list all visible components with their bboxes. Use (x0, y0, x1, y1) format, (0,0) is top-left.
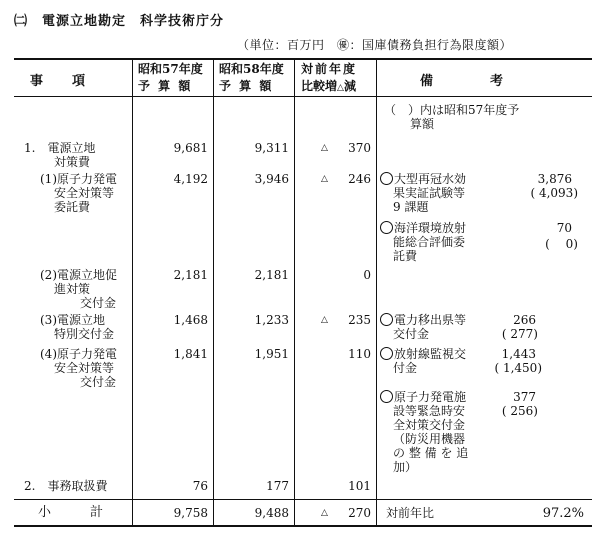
row1d-label-line2: 安全対策等 (54, 361, 115, 375)
subtotal-fy58: 9,488 (254, 506, 289, 520)
circle-mark-icon (380, 221, 393, 234)
header-diff-line3: 減 (343, 79, 356, 93)
row1a-fy58: 3,946 (254, 172, 289, 186)
header-diff (301, 62, 357, 96)
note4-line1: 放射線監視交 (394, 347, 467, 361)
note1 (380, 172, 466, 214)
row1a-label-line3: 委託費 (54, 200, 91, 214)
header-diff-line2: 比較増 (301, 79, 338, 93)
subtotal-remark-value: 97.2% (542, 506, 584, 521)
row2-fy58: 177 (266, 479, 289, 493)
note5-value2: ( 256) (501, 404, 538, 418)
row1d-fy58: 1,951 (254, 347, 289, 361)
row1a-label (40, 172, 117, 214)
page-title: ㈡ 電源立地勘定 科学技術庁分 (14, 14, 225, 29)
row1b-diff: 0 (363, 268, 371, 282)
row1d-diff: 110 (348, 347, 371, 361)
remarks-header-note-line1: （ ）内は昭和57年度予 (384, 103, 520, 117)
header-fy58-line1: 昭和58年度 (219, 62, 284, 76)
row1a-label-line1: (1)原子力発電 (40, 172, 117, 186)
note1-line3: 9 課題 (393, 200, 429, 214)
row2-diff: 101 (348, 479, 371, 493)
row1a-tri: △ (321, 174, 328, 184)
row1b-label-line2: 進対策 (54, 282, 91, 296)
header-item: 事 項 (30, 74, 87, 89)
row1-fy58: 9,311 (254, 141, 289, 155)
row1-label-line2: 対策費 (54, 155, 91, 169)
note5-line3: 全対策交付金 (393, 418, 466, 432)
note5-line5: の 整 備 を 追 (393, 446, 469, 460)
note4 (380, 347, 466, 375)
note3-line1-wrap (380, 313, 466, 327)
header-fy57-line2: 予 算 額 (138, 79, 193, 93)
row1-label (24, 141, 95, 169)
note2-value2: ( 0) (545, 237, 578, 251)
note5-line6: 加） (393, 460, 418, 474)
circle-mark-icon (380, 390, 393, 403)
row1b-fy57: 2,181 (173, 268, 208, 282)
table-bottom-rule (14, 525, 592, 527)
row1a-diff: 246 (348, 172, 371, 186)
unit-note: （単位：百万円 ㊝：国庫債務負担行為限度額） (237, 38, 513, 52)
header-diff-tri: △ (337, 83, 344, 93)
note5 (380, 390, 468, 474)
row1d-label-line1: (4)原子力発電 (40, 347, 117, 361)
subtotal-diff: 270 (348, 506, 371, 520)
table-top-rule (14, 58, 592, 60)
row1c-fy57: 1,468 (173, 313, 208, 327)
subtotal-top-rule (14, 499, 592, 500)
note1-line1: 大型再冠水効 (394, 172, 467, 186)
row1b-label (40, 268, 117, 310)
note3-line2: 交付金 (393, 327, 430, 341)
circle-mark-icon (380, 347, 393, 360)
note2 (380, 221, 466, 263)
note5-line1-wrap (380, 390, 468, 404)
note1-line1-wrap (380, 172, 466, 186)
note1-line2: 果実証試験等 (393, 186, 466, 200)
row1-diff: 370 (348, 141, 371, 155)
header-fy57-line1: 昭和57年度 (138, 62, 203, 76)
note4-value1: 1,443 (501, 347, 536, 361)
row1c-label (40, 313, 114, 341)
circle-mark-icon (380, 313, 393, 326)
col-divider-3 (294, 58, 295, 526)
row1d-label (40, 347, 117, 389)
note2-line3: 託費 (393, 249, 418, 263)
row1c-label-line1: (3)電源立地 (40, 313, 105, 327)
note3-line1: 電力移出県等 (394, 313, 467, 327)
note1-value1: 3,876 (537, 172, 572, 186)
subtotal-label: 小 計 (38, 505, 104, 520)
note2-line2: 能総合評価委 (393, 235, 466, 249)
row2-label: 2. 事務取扱費 (24, 479, 108, 493)
note1-value2: ( 4,093) (530, 186, 578, 200)
header-fy58 (219, 62, 284, 94)
note5-line4: （防災用機器 (393, 432, 466, 446)
row1d-label-line3: 交付金 (80, 375, 117, 389)
circle-mark-icon (380, 172, 393, 185)
row1-label-line1: 1. 電源立地 (24, 141, 96, 155)
note3-value1: 266 (513, 313, 536, 327)
note5-value1: 377 (513, 390, 536, 404)
col-divider-1 (132, 58, 133, 526)
note3-value2: ( 277) (501, 327, 538, 341)
row1-tri: △ (321, 143, 328, 153)
note2-line1-wrap (380, 221, 466, 235)
remarks-header-note-line2: 算額 (410, 117, 435, 131)
header-bottom-rule (14, 96, 592, 97)
header-remarks: 備 考 (420, 74, 505, 89)
row1d-fy57: 1,841 (173, 347, 208, 361)
note2-line1: 海洋環境放射 (394, 221, 467, 235)
row1c-fy58: 1,233 (254, 313, 289, 327)
col-divider-2 (213, 58, 214, 526)
header-diff-line1: 対前年度 (301, 62, 358, 76)
subtotal-remark-label: 対前年比 (386, 506, 435, 520)
row1c-label-line2: 特別交付金 (54, 327, 115, 341)
row1b-fy58: 2,181 (254, 268, 289, 282)
note4-line1-wrap (380, 347, 466, 361)
row1c-diff: 235 (348, 313, 371, 327)
row1b-label-line3: 交付金 (80, 296, 117, 310)
note5-line2: 設等緊急時安 (393, 404, 466, 418)
header-diff-line2-wrap (301, 79, 357, 96)
header-fy58-line2: 予 算 額 (219, 79, 274, 93)
row1a-fy57: 4,192 (173, 172, 208, 186)
note2-value1: 70 (556, 221, 572, 235)
note5-line1: 原子力発電施 (394, 390, 467, 404)
note4-line2: 付金 (393, 361, 418, 375)
row1a-label-line2: 安全対策等 (54, 186, 115, 200)
col-divider-4 (376, 58, 377, 526)
remarks-header-note (384, 103, 519, 131)
note3 (380, 313, 466, 341)
note4-value2: ( 1,450) (494, 361, 542, 375)
subtotal-tri: △ (321, 508, 328, 518)
row2-fy57: 76 (192, 479, 208, 493)
subtotal-fy57: 9,758 (173, 506, 208, 520)
header-fy57 (138, 62, 203, 94)
row1-fy57: 9,681 (173, 141, 208, 155)
row1b-label-line1: (2)電源立地促 (40, 268, 117, 282)
row1c-tri: △ (321, 315, 328, 325)
